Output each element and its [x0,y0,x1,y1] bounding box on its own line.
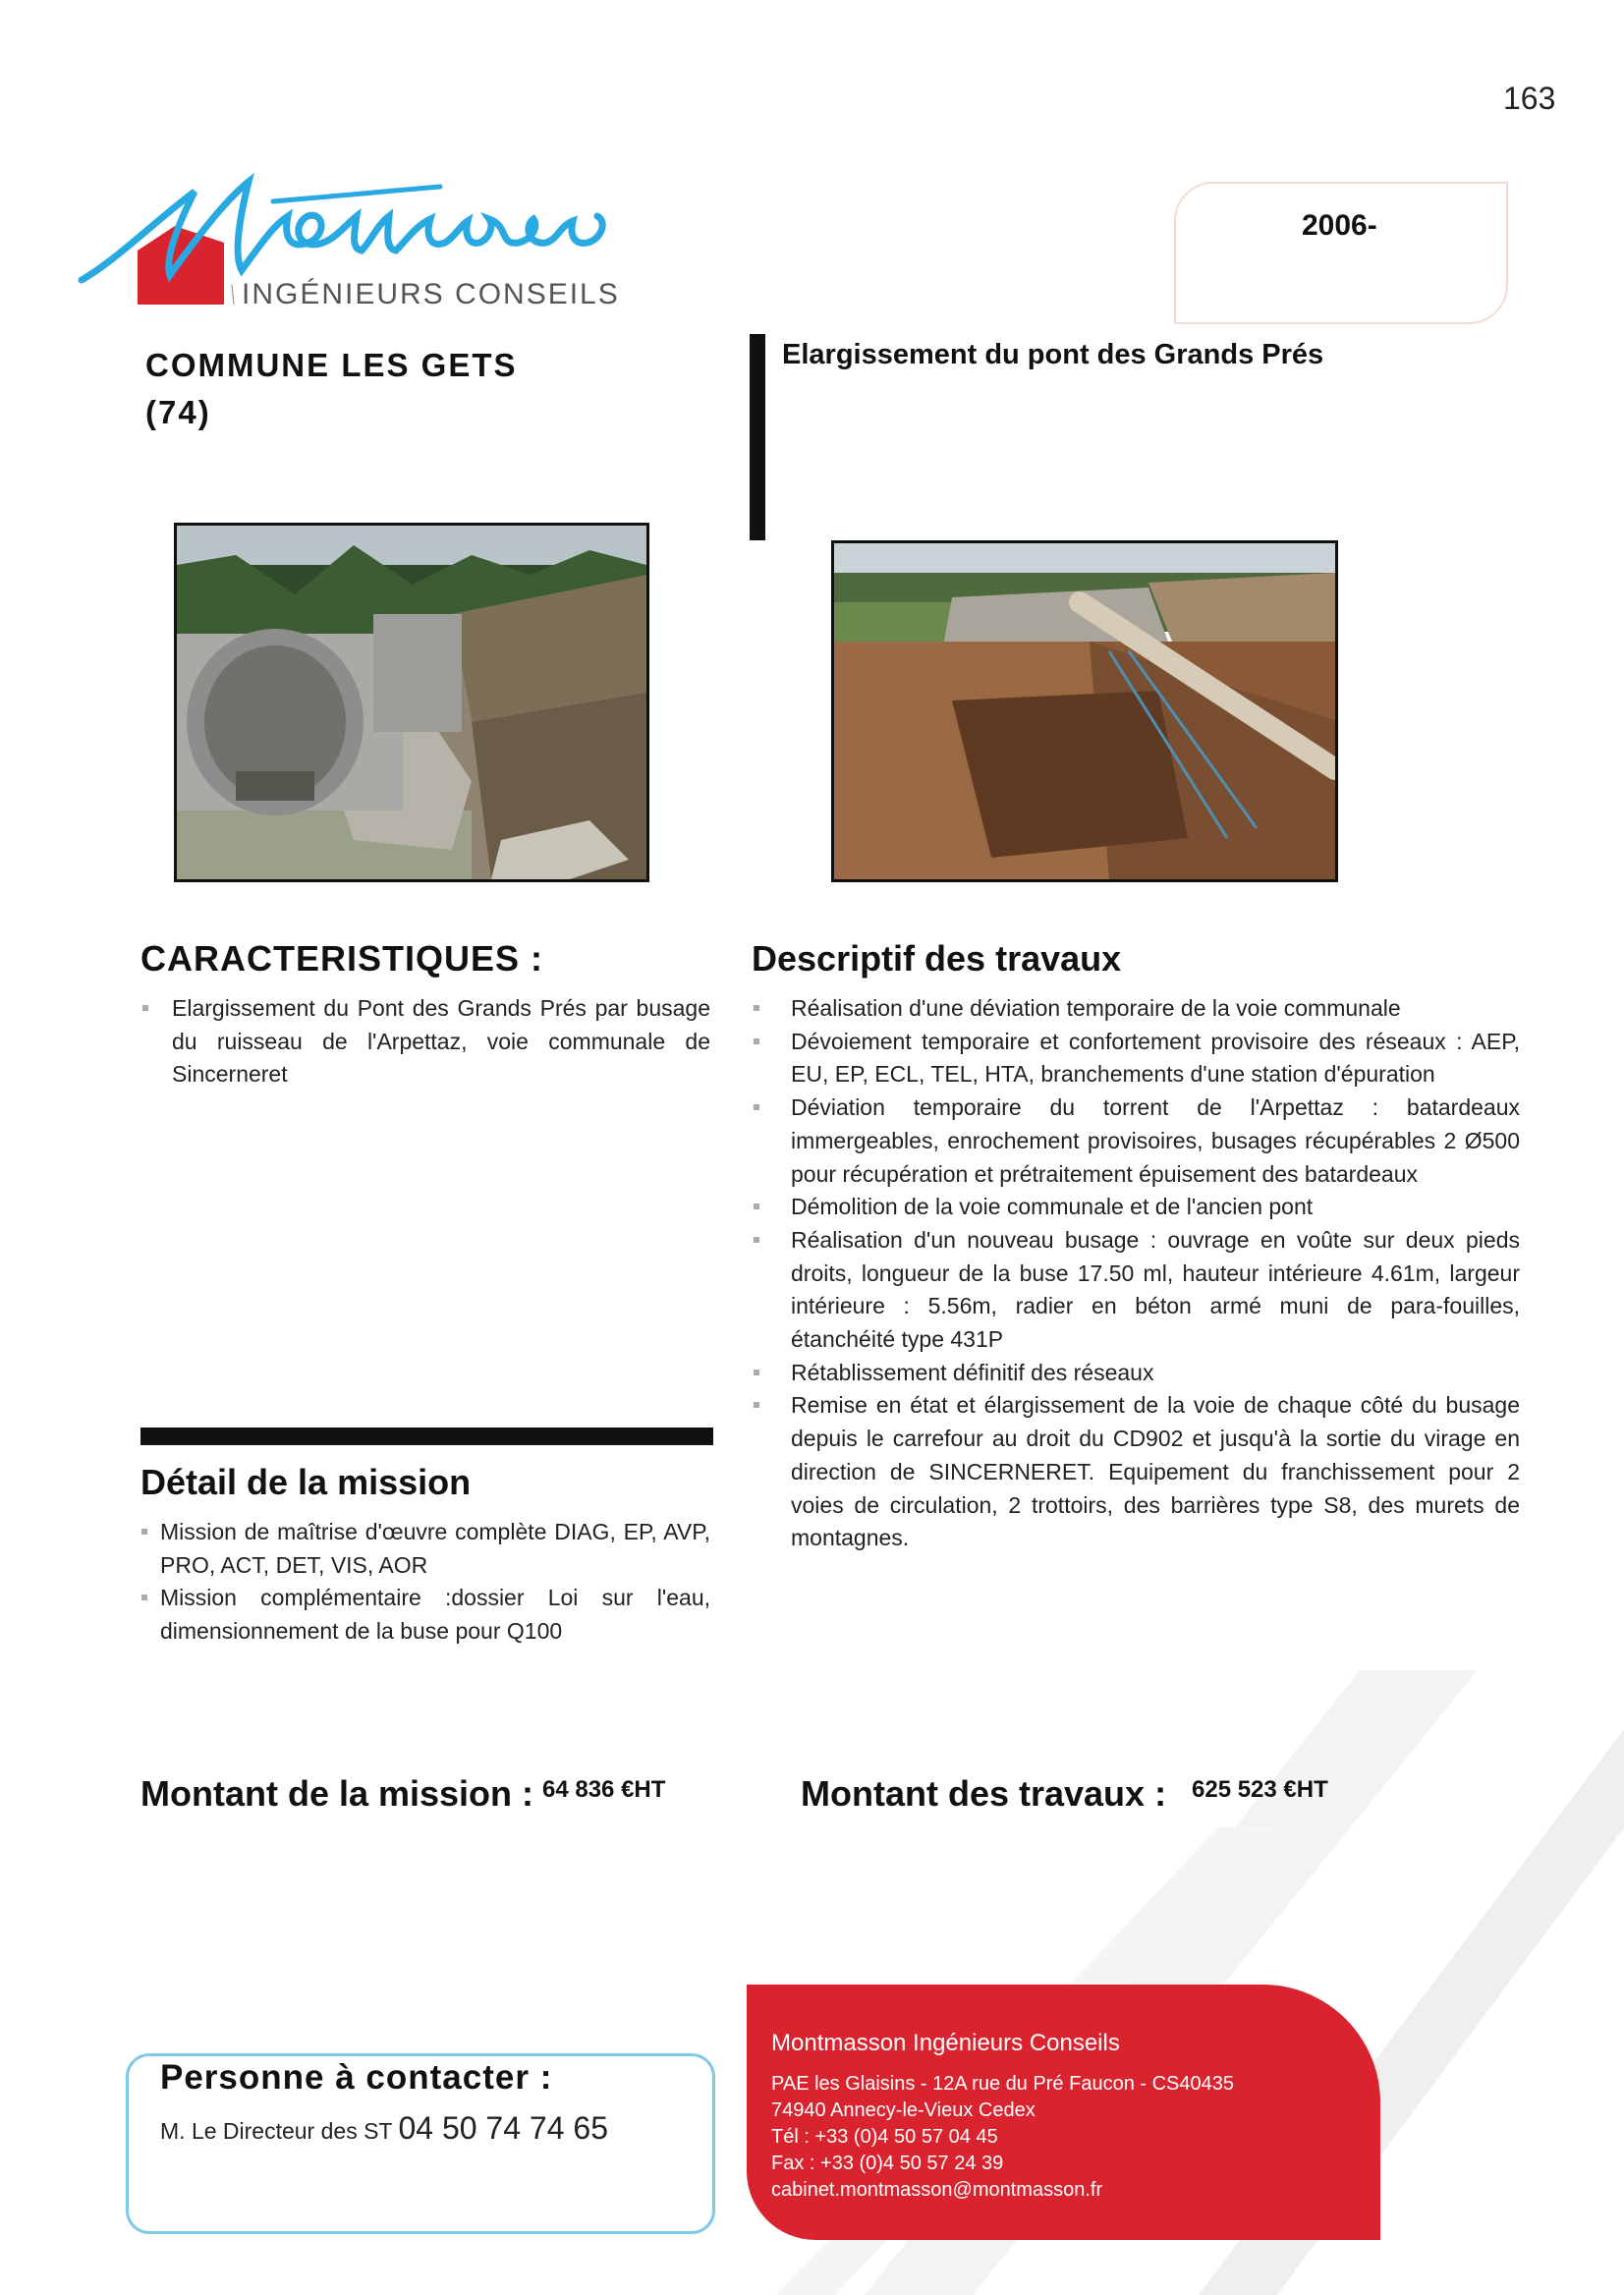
list-item: Remise en état et élargissement de la voie de chaque côté du busage depuis le carrefour au droit du CD902 et jusqu'à la sortie du virage en direction de SINCERNERET. Equipement du franchissement pour 2 voies de circulation, 2 trottoirs, des barrières type S8, des murets de montagnes. [752,1389,1520,1555]
trench-photo [831,540,1338,882]
commune-name: COMMUNE LES GETS [145,347,518,383]
list-item: Mission de maîtrise d'œuvre complète DIAG, EP, AVP, PRO, ACT, DET, VIS, AOR [140,1516,710,1582]
page-number: 163 [1503,81,1556,116]
company-city-line: 74940 Annecy-le-Vieux Cedex [771,2099,1036,2121]
caracteristiques-heading: CARACTERISTIQUES : [140,938,544,979]
company-name: Montmasson Ingénieurs Conseils [771,2030,1120,2056]
company-phone-line: Tél : +33 (0)4 50 57 04 45 [771,2126,998,2148]
mission-divider-bar [140,1427,713,1445]
contact-person [160,2110,608,2147]
company-address [771,2071,1234,2204]
travaux-amount-value: 625 523 €HT [1192,1776,1328,1803]
mission-amount-label: Montant de la mission : [140,1773,534,1814]
company-address-line: PAE les Glaisins - 12A rue du Pré Faucon - CS40435 [771,2073,1234,2095]
travaux-heading: Descriptif des travaux [752,938,1122,979]
list-item: Déviation temporaire du torrent de l'Arpettaz : batardeaux immergeables, enrochement provisoires, busages récupérables 2 Ø500 pour récupération et prétraitement épuisement des batardeaux [752,1092,1520,1191]
travaux-amount-label: Montant des travaux : [801,1773,1167,1814]
mission-amount-value: 64 836 €HT [542,1776,666,1803]
title-accent-bar [750,334,765,540]
mission-list [140,1516,710,1649]
list-item: Elargissement du Pont des Grands Prés par busage du ruisseau de l'Arpettaz, voie communale de Sincerneret [140,992,710,1092]
list-item: Démolition de la voie communale et de l'ancien pont [752,1191,1520,1224]
travaux-list [752,992,1520,1555]
list-item: Rétablissement définitif des réseaux [752,1357,1520,1390]
contact-name: M. Le Directeur des ST [160,2118,393,2144]
list-item: Réalisation d'une déviation temporaire de la voie communale [752,992,1520,1026]
list-item: Mission complémentaire :dossier Loi sur l'eau, dimensionnement de la buse pour Q100 [140,1582,710,1648]
caracteristiques-list [140,992,710,1092]
commune-title [145,342,656,436]
project-title: Elargissement du pont des Grands Prés [782,339,1324,370]
contact-heading: Personne à contacter : [160,2058,553,2097]
logo-subtitle: INGÉNIEURS CONSEILS [242,278,620,310]
company-email-link[interactable]: cabinet.montmasson@montmasson.fr [771,2179,1103,2201]
mission-heading: Détail de la mission [140,1462,472,1502]
culvert-photo [174,523,649,882]
list-item: Réalisation d'un nouveau busage : ouvrage en voûte sur deux pieds droits, longueur de la buse 17.50 ml, hauteur intérieure 4.61m, largeur intérieure : 5.56m, radier en béton armé muni de para-fouilles, étanchéité type 431P [752,1224,1520,1357]
company-fax-line: Fax : +33 (0)4 50 57 24 39 [771,2153,1004,2174]
project-year: 2006- [1302,209,1377,242]
year-box [1174,182,1508,324]
list-item: Dévoiement temporaire et confortement provisoire des réseaux : AEP, EU, EP, ECL, TEL, HTA, branchements d'une station d'épuration [752,1026,1520,1092]
department-code: (74) [145,394,211,430]
contact-phone: 04 50 74 74 65 [398,2110,608,2146]
